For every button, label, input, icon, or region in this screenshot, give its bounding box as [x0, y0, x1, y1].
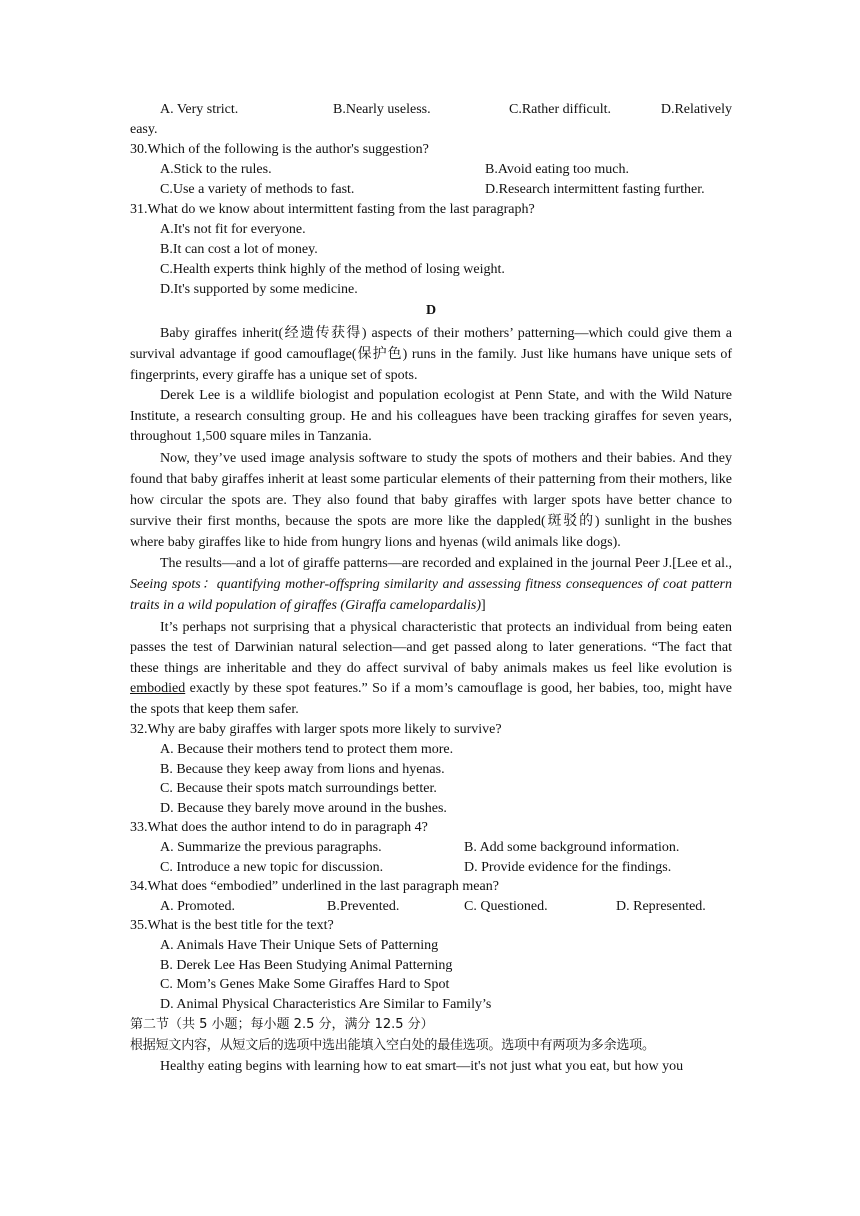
q31-option-a: A.It's not fit for everyone.: [160, 222, 306, 237]
q30-option-d: D.Research intermittent fasting further.: [485, 182, 705, 197]
q34-option-c: C. Questioned.: [464, 898, 548, 914]
q34-option-d: D. Represented.: [616, 898, 706, 914]
q35-option-d: D. Animal Physical Characteristics Are Similar to Family’s: [160, 996, 492, 1012]
q32-stem: 32.Why are baby giraffes with larger spots more likely to survive?: [130, 722, 502, 737]
q31-option-c: C.Health experts think highly of the method of losing weight.: [160, 262, 505, 277]
q34-option-b: B.Prevented.: [327, 898, 400, 914]
q31-option-d: D.It's supported by some medicine.: [160, 282, 358, 297]
q31-option-b: B.It can cost a lot of money.: [160, 242, 318, 257]
paragraph-5-text-end: exactly by these spot features.” So if a mom’s camouflage is good, her babies, too, might have the spots that keep them safer.: [130, 681, 732, 717]
passage-d-paragraph-2: Derek Lee is a wildlife biologist and population ecologist at Penn State, and with the Wild Nature Institute, a research consulting group. He and his colleagues have been tracking giraffes for seven years, throughout 1,500 square miles in Tanzania.: [130, 388, 732, 444]
q34-stem: 34.What does “embodied” underlined in the last paragraph mean?: [130, 879, 499, 895]
q29-option-a: A. Very strict.: [160, 102, 239, 117]
passage-d-paragraph-4: [130, 553, 732, 616]
q33-option-a: A. Summarize the previous paragraphs.: [160, 839, 382, 855]
q32-option-c: C. Because their spots match surroundings better.: [160, 781, 437, 797]
q30-options-row2: [130, 180, 732, 200]
part-two-passage-start: Healthy eating begins with learning how to eat smart—it's not just what you eat, but how you: [160, 1059, 684, 1075]
passage-d-paragraph-3: Now, they’ve used image analysis software to study the spots of mothers and their babies. And they found that baby giraffes inherit at least some particular elements of their patterning from their mothers, like how circular the spots are. They also found that baby giraffes with larger spots have better chance to survive their first months, because the spots are more like the dappled(斑驳的) sunlight in the bushes where baby giraffes like to hide from hungry lions and hyenas (wild animals like dogs).: [130, 450, 732, 550]
q34-option-a: A. Promoted.: [160, 898, 236, 914]
passage-d-paragraph-1: Baby giraffes inherit(经遗传获得) aspects of their mothers’ patterning—which could give them a survival advantage if good camouflage(保护色) runs in the family. Just like humans have unique sets of fingerprints, every giraffe has a unique set of spots.: [130, 326, 732, 383]
q30-stem: 30.Which of the following is the author's suggestion?: [130, 142, 429, 157]
q35-option-a: A. Animals Have Their Unique Sets of Patterning: [160, 937, 439, 953]
underlined-word-embodied: embodied: [130, 681, 186, 696]
q33-option-b: B. Add some background information.: [464, 839, 680, 855]
q35-option-b: B. Derek Lee Has Been Studying Animal Patterning: [160, 957, 453, 973]
q32-option-b: B. Because they keep away from lions and hyenas.: [160, 761, 445, 777]
passage-d-paragraph-5: [130, 618, 732, 721]
q32-option-d: D. Because they barely move around in the bushes.: [160, 800, 447, 816]
paragraph-5-text: It’s perhaps not surprising that a physical characteristic that protects an individual from being eaten passes the test of Darwinian natural selection—and get passed along to later generations. “The fact that these things are inheritable and they do affect survival of baby animals makes us feel like evolution is: [130, 619, 732, 676]
q30-options-row1: [130, 160, 732, 180]
part-two-heading: 第二节（共 5 小题；每小题 2.5 分，满分 12.5 分）: [130, 1017, 434, 1033]
paragraph-4-close-bracket: ]: [481, 597, 486, 613]
q29-options: [130, 100, 732, 120]
q35-stem: 35.What is the best title for the text?: [130, 918, 334, 934]
q32-option-a: A. Because their mothers tend to protect them more.: [160, 742, 454, 757]
paragraph-4-citation: Seeing spots：quantifying mother-offspring similarity and assessing fitness consequences of coat pattern traits in a wild population of giraffes (Giraffa camelopardalis): [130, 576, 732, 613]
q30-option-c: C.Use a variety of methods to fast.: [160, 182, 355, 197]
q33-stem: 33.What does the author intend to do in paragraph 4?: [130, 820, 428, 836]
q29-option-d-continued: easy.: [130, 122, 158, 137]
q35-option-c: C. Mom’s Genes Make Some Giraffes Hard to Spot: [160, 977, 450, 993]
q29-option-c: C.Rather difficult.: [509, 102, 611, 117]
q33-options-row2: [130, 858, 732, 878]
q33-option-c: C. Introduce a new topic for discussion.: [160, 859, 384, 875]
q30-option-b: B.Avoid eating too much.: [485, 162, 629, 177]
exam-page: [130, 100, 732, 1077]
q34-options: [130, 897, 732, 917]
q29-option-b: B.Nearly useless.: [333, 102, 431, 117]
q31-stem: 31.What do we know about intermittent fasting from the last paragraph?: [130, 202, 535, 217]
paragraph-4-text: The results—and a lot of giraffe patterns—are recorded and explained in the journal Peer J.[Lee et al.,: [160, 555, 732, 571]
q30-option-a: A.Stick to the rules.: [160, 162, 272, 177]
q33-options-row1: [130, 838, 732, 858]
section-d-heading: D: [425, 303, 437, 318]
part-two-instruction: 根据短文内容，从短文后的选项中选出能填入空白处的最佳选项。选项中有两项为多余选项。: [130, 1038, 655, 1054]
q33-option-d: D. Provide evidence for the findings.: [464, 859, 672, 875]
q29-option-d: D.Relatively: [660, 102, 732, 117]
